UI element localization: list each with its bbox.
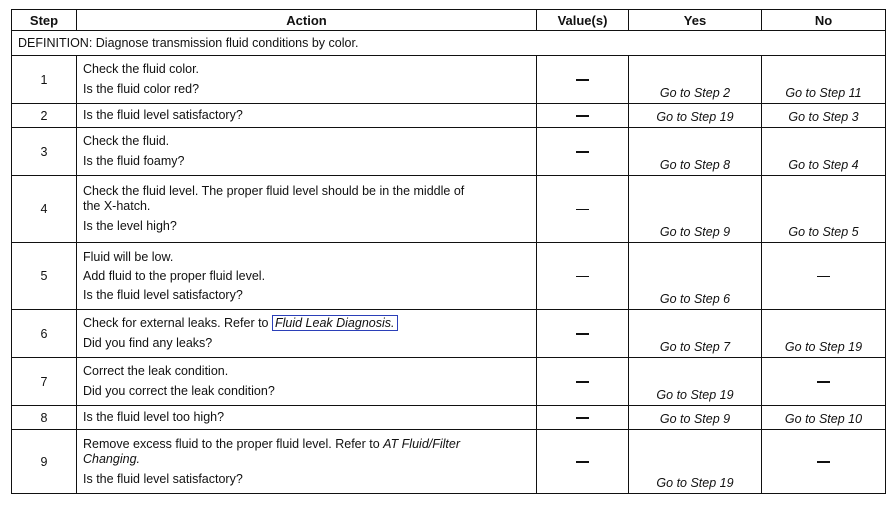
dash-mark	[576, 333, 589, 335]
step-number: 8	[12, 406, 77, 430]
no-cell: Go to Step 4	[762, 128, 886, 176]
yes-cell: Go to Step 19	[629, 104, 762, 128]
action-question: Is the fluid color red?	[83, 82, 200, 96]
dash-mark	[576, 417, 589, 419]
step-number: 6	[12, 310, 77, 358]
step-number: 9	[12, 430, 77, 494]
dash-mark	[576, 381, 589, 383]
fluid-leak-diagnosis-link[interactable]: Fluid Leak Diagnosis.	[272, 315, 398, 331]
action-cell	[77, 406, 537, 430]
dash-mark	[817, 381, 830, 383]
value-cell	[537, 406, 629, 430]
action-text: Fluid will be low.	[83, 249, 174, 264]
header-no: No	[762, 10, 886, 31]
step-number: 5	[12, 243, 77, 310]
header-action: Action	[77, 10, 537, 31]
action-cell	[77, 128, 537, 176]
action-cell	[77, 358, 537, 406]
action-cell	[77, 243, 537, 310]
action-cell	[77, 430, 537, 494]
table-row	[12, 243, 886, 310]
definition-row	[12, 31, 886, 56]
value-cell	[537, 56, 629, 104]
table-row	[12, 358, 886, 406]
action-cell	[77, 104, 537, 128]
no-cell	[762, 243, 886, 310]
no-cell: Go to Step 11	[762, 56, 886, 104]
table-row	[12, 176, 886, 243]
action-question: Is the fluid level satisfactory?	[83, 287, 243, 302]
value-cell	[537, 430, 629, 494]
action-text: Remove excess fluid to the proper fluid level. Refer to	[83, 436, 384, 451]
value-cell	[537, 310, 629, 358]
header-step: Step	[12, 10, 77, 31]
value-cell	[537, 358, 629, 406]
header-values: Value(s)	[537, 10, 629, 31]
action-cell	[77, 56, 537, 104]
yes-cell: Go to Step 7	[629, 310, 762, 358]
yes-cell: Go to Step 19	[629, 430, 762, 494]
yes-cell: Go to Step 8	[629, 128, 762, 176]
action-text: Check the fluid level. The proper fluid level should be in the middle of the X-hatch.	[83, 184, 465, 213]
table-row	[12, 104, 886, 128]
action-cell	[77, 310, 537, 358]
no-cell: Go to Step 10	[762, 406, 886, 430]
dash-mark	[576, 276, 589, 278]
table-row	[12, 128, 886, 176]
value-cell	[537, 104, 629, 128]
action-text: Check the fluid.	[83, 134, 170, 148]
dash-mark	[817, 461, 830, 463]
action-text: Check the fluid color.	[83, 62, 200, 76]
yes-cell: Go to Step 19	[629, 358, 762, 406]
dash-mark	[576, 461, 589, 463]
action-cell	[77, 176, 537, 243]
action-question: Is the fluid level satisfactory?	[83, 471, 243, 486]
no-cell: Go to Step 3	[762, 104, 886, 128]
at-fluid-filter-changing-ref: AT Fluid/Filter Changing.	[83, 436, 461, 466]
value-cell	[537, 243, 629, 310]
action-text: Correct the leak condition.	[83, 364, 229, 378]
action-text: Check for external leaks. Refer to	[83, 316, 272, 330]
value-cell	[537, 176, 629, 243]
table-row	[12, 56, 886, 104]
action-question: Did you find any leaks?	[83, 336, 213, 350]
diagnostic-table-container	[11, 9, 885, 494]
step-number: 7	[12, 358, 77, 406]
no-cell: Go to Step 5	[762, 176, 886, 243]
action-text-2: Add fluid to the proper fluid level.	[83, 268, 266, 283]
table-row	[12, 406, 886, 430]
step-number: 2	[12, 104, 77, 128]
step-number: 3	[12, 128, 77, 176]
action-question: Is the level high?	[83, 219, 177, 233]
diagnostic-table	[11, 9, 886, 494]
action-text: Is the fluid level too high?	[83, 410, 225, 424]
action-question: Did you correct the leak condition?	[83, 384, 275, 398]
action-text: Is the fluid level satisfactory?	[83, 108, 243, 122]
yes-cell: Go to Step 2	[629, 56, 762, 104]
yes-cell: Go to Step 6	[629, 243, 762, 310]
table-row	[12, 430, 886, 494]
no-cell	[762, 430, 886, 494]
action-question: Is the fluid foamy?	[83, 154, 185, 168]
no-cell: Go to Step 19	[762, 310, 886, 358]
header-yes: Yes	[629, 10, 762, 31]
header-row	[12, 10, 886, 31]
table-row	[12, 310, 886, 358]
value-cell	[537, 128, 629, 176]
step-number: 1	[12, 56, 77, 104]
dash-mark	[576, 151, 589, 153]
dash-mark	[576, 115, 589, 117]
no-cell	[762, 358, 886, 406]
yes-cell: Go to Step 9	[629, 176, 762, 243]
step-number: 4	[12, 176, 77, 243]
yes-cell: Go to Step 9	[629, 406, 762, 430]
dash-mark	[576, 209, 589, 211]
dash-mark	[817, 276, 830, 278]
definition-text: DEFINITION: Diagnose transmission fluid conditions by color.	[12, 31, 886, 56]
dash-mark	[576, 79, 589, 81]
